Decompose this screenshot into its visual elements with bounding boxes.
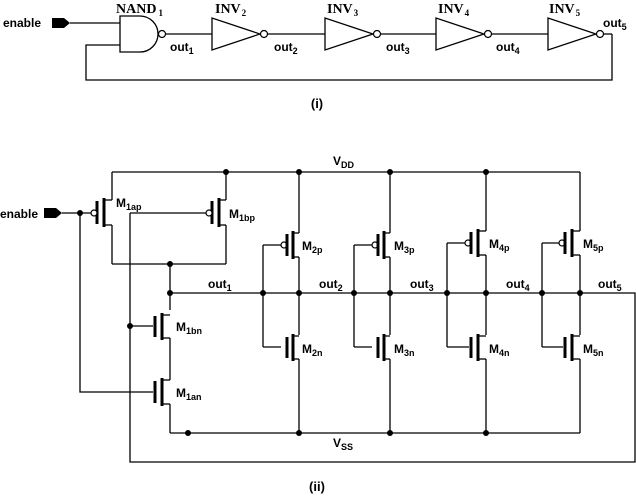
nand-gate-1 — [120, 16, 158, 52]
node-label-out5: out$_5$ — [598, 277, 622, 293]
gate-label-nand1: NAND $_1$ — [116, 2, 163, 18]
transistor-m1an — [155, 378, 202, 433]
inverter-gate-4 — [436, 18, 484, 50]
gate-label-inv3: $INV_3$ — [327, 2, 359, 18]
gate-label-inv5: $INV_5$ — [549, 2, 581, 18]
svg-text:M1ap: $M_{1ap}$ — [116, 196, 142, 212]
inverter-stage-5 — [542, 172, 604, 433]
enable-input-pin — [52, 18, 70, 28]
node-label-out2-gate: out$_2$ — [274, 40, 298, 56]
node-label-out1: out$_1$ — [208, 277, 232, 293]
caption-part-ii: (ii) — [309, 479, 325, 494]
gate-label-inv4: $INV_4$ — [438, 2, 470, 18]
vss-label: $V_{SS}$ — [333, 436, 354, 452]
transistor-m3p: $M_{3p}$ — [394, 239, 415, 255]
caption-part-i: (i) — [310, 96, 324, 111]
transistor-m4n: $M_{4n}$ — [489, 342, 510, 358]
inverter-stage-4 — [447, 172, 510, 433]
node-label-out2: out$_2$ — [319, 277, 343, 293]
transistor-m1bp — [130, 172, 256, 264]
svg-text:M1bn: $M_{1bn}$ — [176, 320, 203, 336]
node-label-out3-gate: out$_3$ — [386, 40, 410, 56]
feedback-wire-gate — [86, 34, 612, 80]
svg-text:M1an: $M_{1an}$ — [176, 386, 202, 402]
inverter-gate-3 — [325, 18, 373, 50]
transistor-m4p: $M_{4p}$ — [489, 237, 510, 253]
inverter-gate-2 — [212, 18, 260, 50]
node-label-out5-gate: out$_5$ — [603, 16, 627, 32]
gate-level-schematic — [3, 2, 627, 111]
transistor-level-schematic — [0, 154, 635, 494]
svg-text:M1bp: $M_{1bp}$ — [229, 207, 256, 223]
node-label-out4-gate: out$_4$ — [496, 40, 520, 56]
inverter-gate-5 — [548, 18, 596, 50]
inverter-stage-3 — [354, 172, 415, 433]
inverter-stage-2 — [263, 172, 323, 433]
enable-label-transistor: enable — [0, 207, 39, 221]
transistor-m5n: $M_{5n}$ — [583, 342, 604, 358]
enable-label-gate: enable — [3, 16, 42, 30]
transistor-m2p: $M_{2p}$ — [302, 239, 323, 255]
node-label-out3: out$_3$ — [410, 277, 434, 293]
node-label-out1-gate: out$_1$ — [170, 40, 194, 56]
vdd-label: $V_{DD}$ — [333, 154, 355, 170]
node-label-out4: out$_4$ — [506, 277, 530, 293]
transistor-m1bn — [130, 313, 202, 380]
gate-label-inv2: $INV_2$ — [215, 2, 247, 18]
transistor-m2n: $M_{2n}$ — [302, 342, 323, 358]
transistor-m5p: $M_{5p}$ — [583, 237, 604, 253]
transistor-m1ap — [91, 172, 142, 264]
transistor-m3n: $M_{3n}$ — [394, 342, 415, 358]
enable-input-pin-transistor — [44, 208, 62, 218]
